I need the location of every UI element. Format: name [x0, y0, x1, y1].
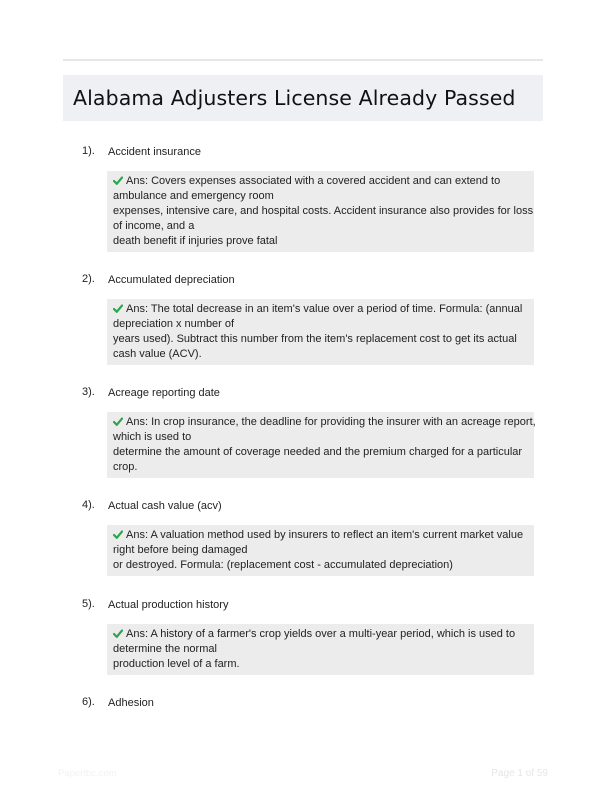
question-number: 2). — [82, 273, 95, 285]
answer-line: ambulance and emergency room — [113, 190, 274, 202]
answer-line: Ans: A valuation method used by insurers to reflect an item's current market value — [126, 529, 524, 541]
check-icon — [113, 417, 123, 426]
top-divider — [63, 59, 543, 61]
answer-line: which is used to — [113, 431, 192, 443]
answer-line: production level of a farm. — [113, 658, 240, 670]
answer-box — [107, 171, 534, 252]
footer-site-watermark: Papertbc.com — [58, 768, 117, 779]
answer-line: death benefit if injuries prove fatal — [113, 235, 278, 247]
question-number: 4). — [82, 499, 95, 511]
answer-line: Ans: A history of a farmer's crop yields over a multi-year period, which is used to — [126, 628, 516, 640]
footer-page-number: Page 1 of 59 — [491, 768, 548, 779]
answer-line: right before being damaged — [113, 544, 248, 556]
answer-line: cash value (ACV). — [113, 348, 202, 360]
answer-line: Ans: In crop insurance, the deadline for providing the insurer with an acreage report, — [126, 416, 536, 428]
answer-box — [107, 525, 534, 576]
answer-line: determine the amount of coverage needed and the premium charged for a particular — [113, 446, 523, 458]
question-number: 1). — [82, 145, 95, 157]
question-text: Accumulated depreciation — [108, 274, 235, 286]
answer-box — [107, 624, 534, 675]
question-text: Acreage reporting date — [108, 387, 220, 399]
answer-line: determine the normal — [113, 643, 217, 655]
answer-box — [107, 299, 534, 365]
answer-line: of income, and a — [113, 220, 195, 232]
answer-line: Ans: Covers expenses associated with a covered accident and can extend to — [126, 175, 501, 187]
answer-line: or destroyed. Formula: (replacement cost - accumulated depreciation) — [113, 559, 453, 571]
question-number: 3). — [82, 386, 95, 398]
question-number: 6). — [82, 696, 95, 708]
title-banner — [63, 75, 543, 121]
check-icon — [113, 530, 123, 539]
answer-line: years used). Subtract this number from the item's replacement cost to get its actual — [113, 333, 517, 345]
check-icon — [113, 176, 123, 185]
check-icon — [113, 629, 123, 638]
answer-box — [107, 412, 534, 478]
page-title: Alabama Adjusters License Already Passed — [73, 86, 516, 110]
question-text: Actual production history — [108, 599, 229, 611]
answer-line: depreciation x number of — [113, 318, 235, 330]
answer-line: crop. — [113, 461, 138, 473]
check-icon — [113, 304, 123, 313]
question-text: Accident insurance — [108, 146, 201, 158]
question-text: Adhesion — [108, 697, 154, 709]
answer-line: expenses, intensive care, and hospital costs. Accident insurance also provides for loss — [113, 205, 534, 217]
answer-line: Ans: The total decrease in an item's value over a period of time. Formula: (annual — [126, 303, 523, 315]
question-text: Actual cash value (acv) — [108, 500, 222, 512]
question-number: 5). — [82, 598, 95, 610]
